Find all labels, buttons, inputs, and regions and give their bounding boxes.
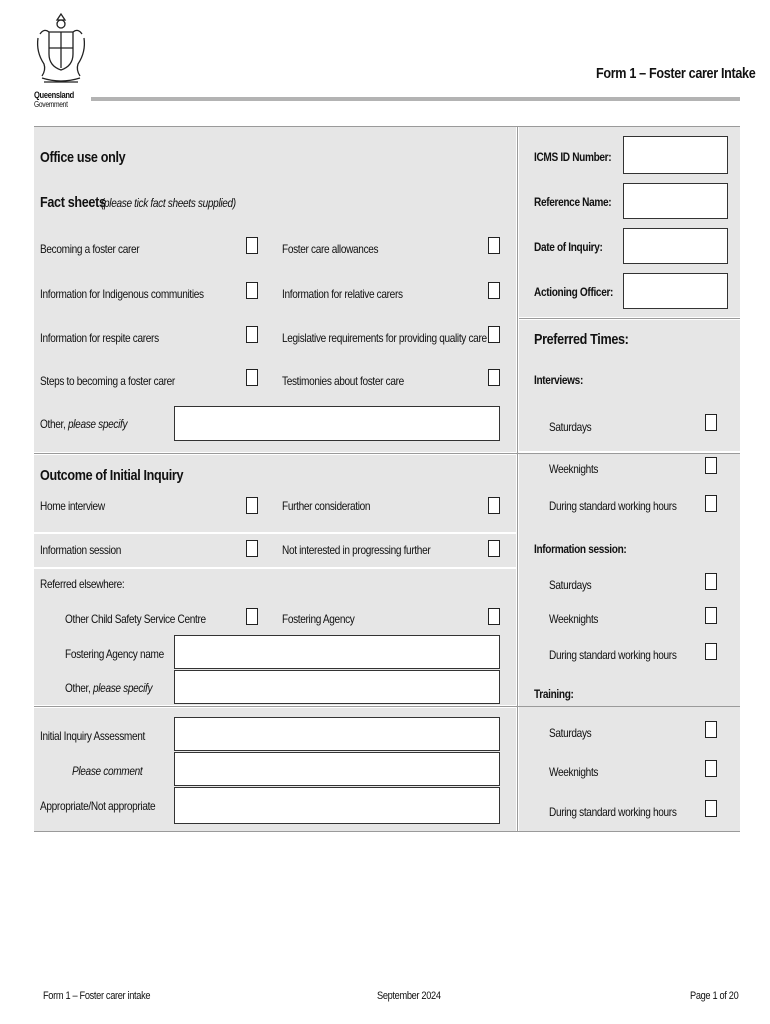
preferred-times-title: Preferred Times:	[534, 331, 629, 348]
training-weeknights-label: Weeknights	[549, 765, 599, 779]
fact-sheet-checkbox[interactable]	[488, 326, 500, 343]
training-saturdays-checkbox[interactable]	[705, 721, 717, 738]
interviews-weeknights-checkbox[interactable]	[705, 457, 717, 474]
info-standard-hours-label: During standard working hours	[549, 648, 677, 662]
fact-sheet-label: Foster care allowances	[282, 242, 379, 256]
interviews-label: Interviews:	[534, 373, 583, 387]
comment-field[interactable]	[174, 752, 500, 786]
training-saturdays-label: Saturdays	[549, 726, 592, 740]
interviews-weeknights-label: Weeknights	[549, 462, 599, 476]
other-note: please specify	[68, 417, 128, 431]
office-use-title: Office use only	[40, 149, 126, 166]
other-csc-label: Other Child Safety Service Centre	[65, 612, 206, 626]
interviews-saturdays-checkbox[interactable]	[705, 414, 717, 431]
fact-sheet-checkbox[interactable]	[246, 369, 258, 386]
fact-sheet-label: Becoming a foster carer	[40, 242, 140, 256]
divider	[34, 126, 740, 127]
home-interview-label: Home interview	[40, 499, 105, 513]
fact-sheets-note: (please tick fact sheets supplied)	[101, 196, 236, 210]
not-interested-label: Not interested in progressing further	[282, 543, 431, 557]
logo-line-government: Government	[34, 100, 68, 109]
info-session-label: Information session:	[534, 542, 627, 556]
fact-sheet-label: Testimonies about foster care	[282, 374, 404, 388]
outcome-other-label: Other,	[65, 681, 91, 695]
fostering-agency-checkbox[interactable]	[488, 608, 500, 625]
please-comment-label: Please comment	[72, 764, 143, 778]
form-title: Form 1 – Foster carer Intake	[596, 65, 756, 82]
icms-id-label: ICMS ID Number:	[534, 150, 612, 164]
initial-assessment-label: Initial Inquiry Assessment	[40, 729, 145, 743]
column-divider	[517, 127, 518, 831]
appropriate-field[interactable]	[174, 787, 500, 824]
footer-date: September 2024	[377, 990, 441, 1002]
row-band	[34, 532, 516, 534]
initial-assessment-field[interactable]	[174, 717, 500, 751]
info-weeknights-checkbox[interactable]	[705, 607, 717, 624]
icms-id-field[interactable]	[623, 136, 728, 174]
row-band	[519, 451, 740, 453]
info-standard-hours-checkbox[interactable]	[705, 643, 717, 660]
interviews-saturdays-label: Saturdays	[549, 420, 592, 434]
reference-name-field[interactable]	[623, 183, 728, 219]
interviews-standard-hours-checkbox[interactable]	[705, 495, 717, 512]
reference-name-label: Reference Name:	[534, 195, 612, 209]
footer-page-number: Page 1 of 20	[690, 990, 739, 1002]
actioning-officer-field[interactable]	[623, 273, 728, 309]
date-of-inquiry-label: Date of Inquiry:	[534, 240, 603, 254]
fact-sheet-checkbox[interactable]	[246, 326, 258, 343]
agency-name-field[interactable]	[174, 635, 500, 669]
info-saturdays-label: Saturdays	[549, 578, 592, 592]
outcome-title: Outcome of Initial Inquiry	[40, 467, 184, 484]
not-interested-checkbox[interactable]	[488, 540, 500, 557]
coat-of-arms-icon	[34, 10, 88, 86]
fact-sheet-checkbox[interactable]	[246, 282, 258, 299]
fact-sheet-checkbox[interactable]	[246, 237, 258, 254]
further-consideration-checkbox[interactable]	[488, 497, 500, 514]
divider	[34, 706, 740, 707]
training-label: Training:	[534, 687, 574, 701]
fact-sheet-label: Steps to becoming a foster carer	[40, 374, 175, 388]
info-weeknights-label: Weeknights	[549, 612, 599, 626]
appropriate-label: Appropriate/Not appropriate	[40, 799, 156, 813]
info-saturdays-checkbox[interactable]	[705, 573, 717, 590]
fact-sheet-checkbox[interactable]	[488, 237, 500, 254]
other-fact-sheet-field[interactable]	[174, 406, 500, 441]
agency-name-label: Fostering Agency name	[65, 647, 164, 661]
further-consideration-label: Further consideration	[282, 499, 371, 513]
fact-sheet-label: Information for Indigenous communities	[40, 287, 204, 301]
actioning-officer-label: Actioning Officer:	[534, 285, 614, 299]
home-interview-checkbox[interactable]	[246, 497, 258, 514]
date-of-inquiry-field[interactable]	[623, 228, 728, 264]
fact-sheets-label: Fact sheets	[40, 194, 106, 211]
information-session-label: Information session	[40, 543, 122, 557]
fact-sheet-label: Information for relative carers	[282, 287, 403, 301]
other-label: Other,	[40, 417, 66, 431]
queensland-government-logo	[34, 10, 94, 108]
fact-sheet-label: Legislative requirements for providing quality care	[282, 331, 487, 345]
referred-elsewhere-label: Referred elsewhere:	[40, 577, 125, 591]
divider	[34, 453, 740, 454]
training-weeknights-checkbox[interactable]	[705, 760, 717, 777]
outcome-other-field[interactable]	[174, 670, 500, 704]
header-rule	[91, 97, 740, 101]
footer-form-name: Form 1 – Foster carer intake	[43, 990, 151, 1002]
other-csc-checkbox[interactable]	[246, 608, 258, 625]
fact-sheet-checkbox[interactable]	[488, 282, 500, 299]
divider	[519, 318, 740, 319]
training-standard-hours-label: During standard working hours	[549, 805, 677, 819]
fact-sheet-label: Information for respite carers	[40, 331, 159, 345]
divider	[34, 831, 740, 832]
interviews-standard-hours-label: During standard working hours	[549, 499, 677, 513]
training-standard-hours-checkbox[interactable]	[705, 800, 717, 817]
information-session-checkbox[interactable]	[246, 540, 258, 557]
row-band	[34, 567, 516, 569]
logo-line-queensland: Queensland	[34, 90, 74, 100]
outcome-other-note: please specify	[93, 681, 153, 695]
fostering-agency-label: Fostering Agency	[282, 612, 355, 626]
fact-sheet-checkbox[interactable]	[488, 369, 500, 386]
